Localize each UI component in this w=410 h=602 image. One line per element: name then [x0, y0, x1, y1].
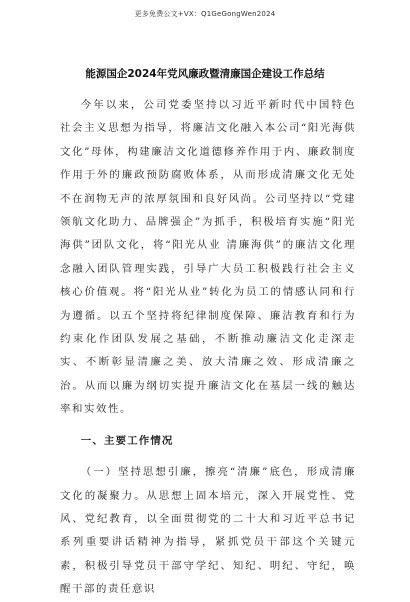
document-title: 能源国企2024年党风廉政暨清廉国企建设工作总结 [85, 68, 325, 80]
document-body [60, 94, 356, 602]
section-paragraph: （一）坚持思想引廉，擦亮“清廉”底色，形成清廉文化的凝聚力。从思想上固本培元，深入开展党性、党风、党纪教育，以全面贯彻党的二十大和习近平总书记系列重要讲话精神为指导，紧抓党员干部这个关键元素，积极引导党员干部守学纪、知纪、明纪、守纪，唤醒干部的责任意识 [60, 466, 356, 596]
intro-paragraph: 今年以来，公司党委坚持以习近平新时代中国特色社会主义思想为指导，将廉洁文化融入本公司“阳光海供文化”母体，构建廉洁文化道德修养作用于内、廉政制度作用于外的廉政预防腐败体系，从而形成清廉文化无处不在润物无声的浓厚氛围和良好风尚。公司坚持以“党建领航文化助力、品牌强企”为抓手，积极培育实施“阳光海供”团队文化，将“阳光从业 清廉海供”的廉洁文化理念融入团队管理实践，引导广大员工积极践行社会主义核心价值观。将“阳光从业”转化为员工的情感认同和行为遵循。以五个坚持将纪律制度保障、廉洁教育和行为约束化作团队发展之基础，不断推动廉洁文化走深走实、不断彰显清廉之美、放大清廉之效、形成清廉之治。从而以廉为纲切实提升廉洁文化在基层一线的触达率和实效性。 [60, 99, 356, 416]
header-note: 更多免费公文+VX：Q1GeGongWen2024 [134, 10, 276, 18]
section-heading: 一、主要工作情况 [80, 434, 174, 447]
